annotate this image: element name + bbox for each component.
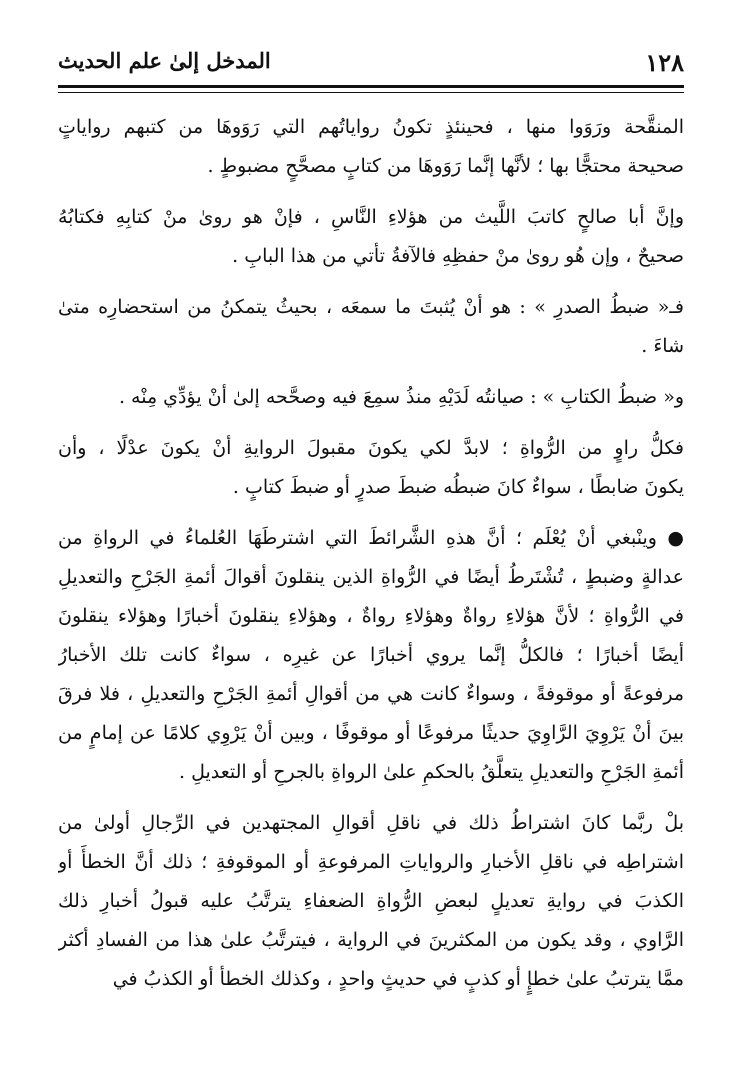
text-line: شاءَ . (641, 335, 684, 357)
paragraph (58, 378, 684, 417)
text-line: المنقَّحة ورَوَوا منها ، فحينئذٍ تكونُ رواياتُهم التي رَوَوهَا من كتبهم رواياتٍ (58, 116, 684, 138)
header-rule-thick (58, 85, 684, 88)
text-line: الرَّاوي ، وقد يكون من المكثرينَ في الرواية ، فيترتَّبُ علىٰ هذا من الفسادِ أكثر (58, 929, 684, 951)
text-line: فـ« ضبطُ الصدرِ » : هو أنْ يُثبتَ ما سمعَه ، بحيثُ يتمكنُ من استحضارِه متىٰ (58, 296, 684, 318)
running-title: المدخل إلىٰ علم الحديث (58, 48, 271, 73)
text-line: ● وينْبغي أنْ يُعْلَم ؛ أنَّ هذهِ الشَّرائطَ التي اشترطَهَا العُلماءُ في الرواةِ من (58, 527, 684, 549)
header-rule-thin (58, 92, 684, 93)
text-line: ممَّا يترتبُ علىٰ خطإٍ أو كذبٍ في حديثٍ واحدٍ ، وكذلك الخطأ أو الكذبُ في (112, 968, 684, 990)
text-line: فكلُّ راوٍ من الرُّواةِ ؛ لابدَّ لكي يكونَ مقبولَ الروايةِ أنْ يكونَ عدْلًا ، وأن (58, 437, 684, 459)
page-number: ١٢٨ (645, 48, 684, 77)
text-line: عدالةٍ وضبطٍ ، تُشْتَرطُ أيضًا في الرُّواةِ الذين ينقلونَ أقوالَ أئمةِ الجَرْحِ والتعديلِ (58, 566, 684, 588)
paragraph (58, 519, 684, 792)
text-line: و« ضبطُ الكتابِ » : صيانتُه لَدَيْهِ منذُ سمِعَ فيه وصحَّحه إلىٰ أنْ يؤدِّي مِنْه . (118, 386, 684, 408)
text-line: الكذبَ في روايةِ تعديلٍ لبعضِ الرُّواةِ الضعفاءِ يترتَّبُ عليه قبولُ أخبارِ ذلك (58, 890, 684, 912)
paragraph (58, 804, 684, 999)
paragraph (58, 198, 684, 276)
text-line: بينَ أنْ يَرْوِيَ الرَّاوِيَ حديثًا مرفوعًا أو موقوفًا ، وبين أنْ يَرْوِي كلامًا عن إمامٍ من (58, 722, 684, 744)
text-line: أيضًا أخبارًا ؛ فالكلُّ إنَّما يروي أخبارًا عن غيرِه ، سواءٌ كانت تلك الأخبارُ (58, 644, 684, 666)
page-header (58, 42, 684, 82)
text-line: يكونَ ضابطًا ، سواءٌ كانَ ضبطُه ضبطَ صدرٍ أو ضبطَ كتابٍ . (232, 476, 684, 498)
text-line: مرفوعةً أو موقوفةً ، وسواءٌ كانت هي من أقوالِ أئمةِ الجَرْحِ والتعديلِ ، فلا فرقَ (58, 683, 684, 705)
paragraph (58, 429, 684, 507)
text-line: صحيحٌ ، وإن هُو روىٰ منْ حفظِهِ فالآفةُ تأتي من هذا البابِ . (232, 245, 684, 267)
paragraph (58, 288, 684, 366)
text-line: صحيحة محتجًّا بها ؛ لأنَّها إنَّما رَوَوهَا من كتابٍ مصحَّحٍ مضبوطٍ . (207, 155, 684, 177)
text-line: اشتراطِه في ناقلِ الأخبارِ والرواياتِ المرفوعةِ أو الموقوفةِ ؛ ذلك أنَّ الخطأَ أو (58, 851, 684, 873)
text-line: وإنَّ أبا صالحٍ كاتبَ اللَّيث من هؤلاءِ النَّاسِ ، فإنْ هو روىٰ منْ كتابِهِ فكتابُهُ (58, 206, 684, 228)
text-line: أئمةِ الجَرْحِ والتعديلِ يتعلَّقُ بالحكمِ علىٰ الرواةِ بالجرحِ أو التعديلِ . (178, 761, 684, 783)
main-text (58, 108, 684, 1011)
text-line: بلْ ربَّما كانَ اشتراطُ ذلك في ناقلِ أقوالِ المجتهدين في الرِّجالِ أولىٰ من (58, 812, 684, 834)
paragraph (58, 108, 684, 186)
text-line: في الرُّواةِ ؛ لأنَّ هؤلاءِ رواةٌ وهؤلاءِ رواةٌ ، وهؤلاءِ ينقلونَ أخبارًا وهؤلاء ينقلونَ (58, 605, 684, 627)
